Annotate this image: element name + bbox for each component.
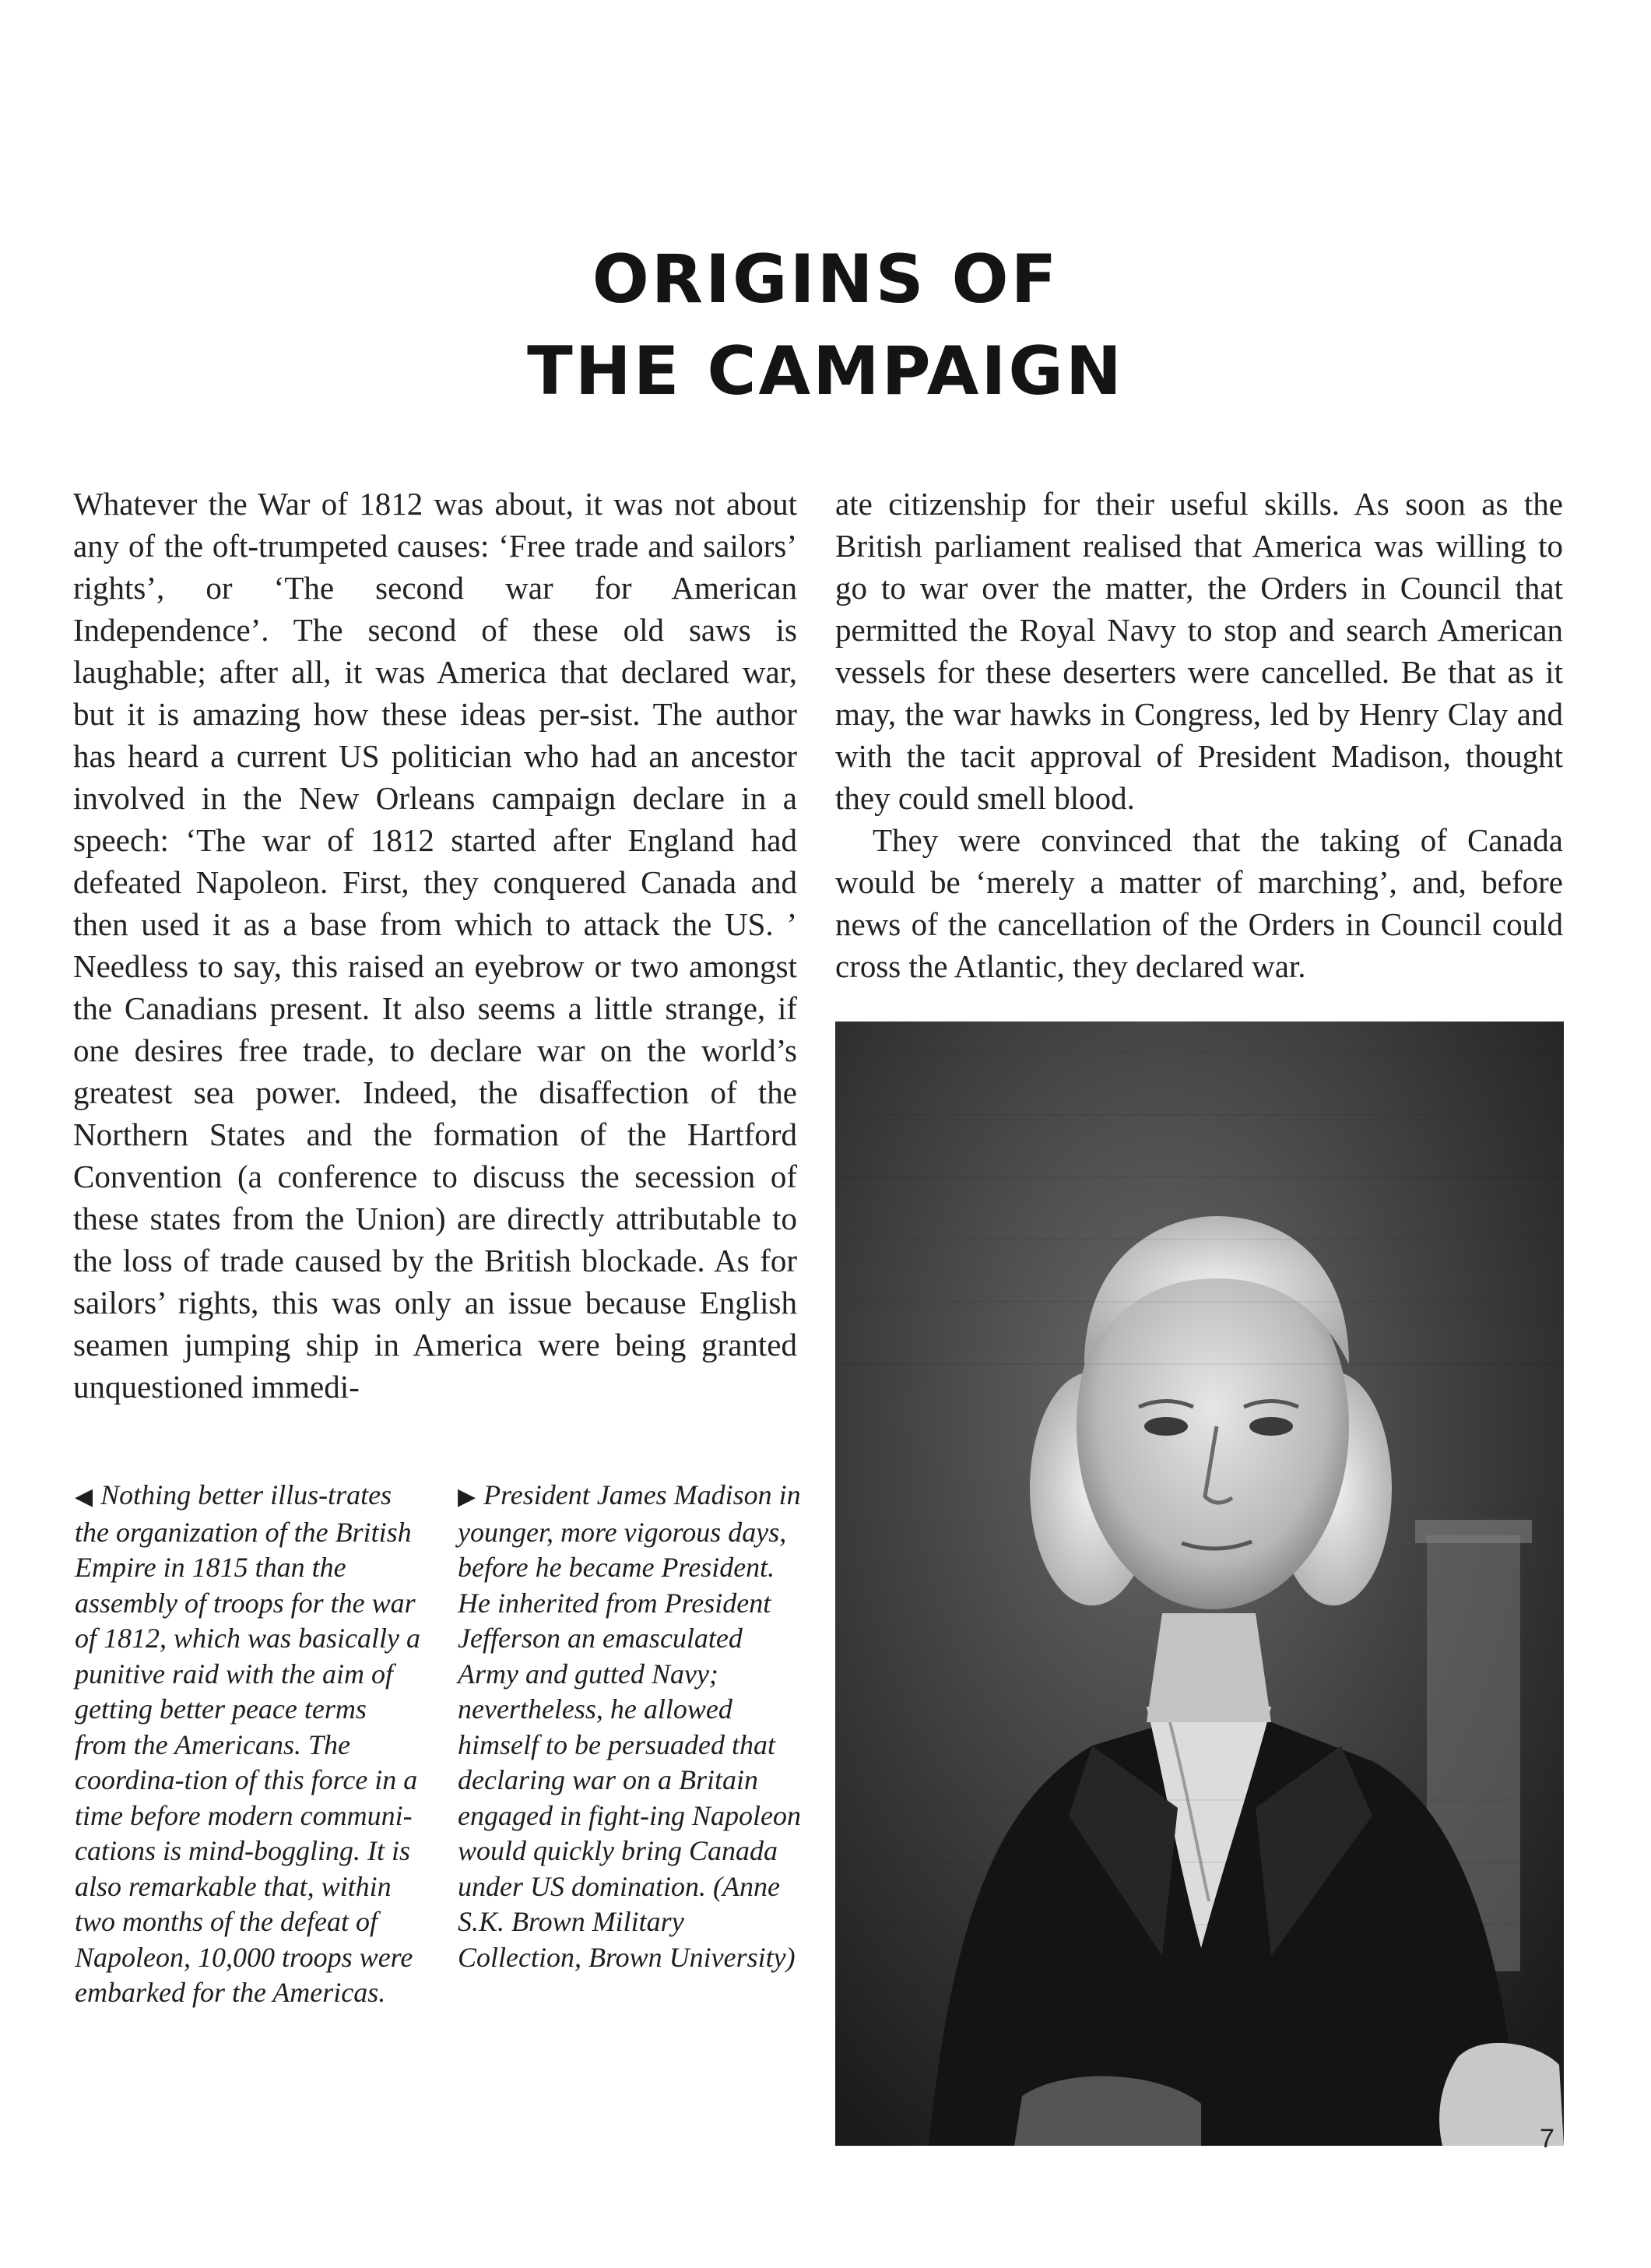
body-column-right (835, 483, 1563, 987)
body-paragraph: They were convinced that the taking of Canada would be ‘merely a matter of marching’, and, before news of the cancellation of the Orders in Council could cross the Atlantic, they declared war. (835, 822, 1563, 984)
caption-right (458, 1478, 808, 1975)
right-arrow-icon: ▶ (458, 1484, 476, 1510)
body-paragraph: ate citizenship for their useful skills. As soon as the British parliament realised that America was willing to go to war over the matter, the Orders in Council that permitted the Royal Navy to stop and search American vessels for these deserters were cancelled. Be that as it may, the war hawks in Congress, led by Henry Clay and with the tacit approval of President Madison, thought they could smell blood. (835, 486, 1563, 816)
caption-left-text: Nothing better illus-trates the organization of the British Empire in 1815 than the assembly of troops for the war of 1812, which was basically a punitive raid with the aim of getting better peace terms from the Americans. The coordina-tion of this force in a time before modern communi-cations is mind-boggling. It is also remarkable that, within two months of the defeat of Napoleon, 10,000 troops were embarked for the Americas. (75, 1479, 420, 2008)
caption-left (75, 1478, 425, 2011)
left-arrow-icon: ◀ (75, 1484, 93, 1510)
body-paragraph: Whatever the War of 1812 was about, it was not about any of the oft-trumpeted causes: ‘Free trade and sailors’ rights’, or ‘The second war for American Independence’. The second of these old saws is laughable; after all, it was America that declared war, but it is amazing how these ideas per-sist. The author has heard a current US politician who had an ancestor involved in the New Orleans campaign declare in a speech: ‘The war of 1812 started after England had defeated Napoleon. First, they conquered Canada and then used it as a base from which to attack the US. ’ Needless to say, this raised an eyebrow or two amongst the Canadians present. It also seems a little strange, if one desires free trade, to declare war on the world’s greatest sea power. Indeed, the disaffection of the Northern States and the formation of the Hartford Convention (a conference to discuss the secession of these states from the Union) are directly attributable to the loss of trade caused by the British blockade. As for sailors’ rights, this was only an issue because English seamen jumping ship in America were being granted unquestioned immedi- (73, 486, 797, 1405)
portrait-image (835, 1021, 1564, 2146)
page-title-line-2: THE CAMPAIGN (527, 332, 1124, 410)
page-title-line-1: ORIGINS OF (592, 241, 1059, 318)
caption-right-text: President James Madison in younger, more vigorous days, before he became President. He inherited from President Jefferson an emasculated Army and gutted Navy; nevertheless, he allowed himself to be persuaded that declaring war on a Britain engaged in fight-ing Napoleon would quickly bring Canada under US domination. (Anne S.K. Brown Military Collection, Brown University) (458, 1479, 801, 1973)
page-number: 7 (1540, 2124, 1554, 2154)
page-title (0, 234, 1651, 417)
portrait-engraving (835, 1021, 1564, 2146)
body-column-left (73, 483, 797, 1408)
